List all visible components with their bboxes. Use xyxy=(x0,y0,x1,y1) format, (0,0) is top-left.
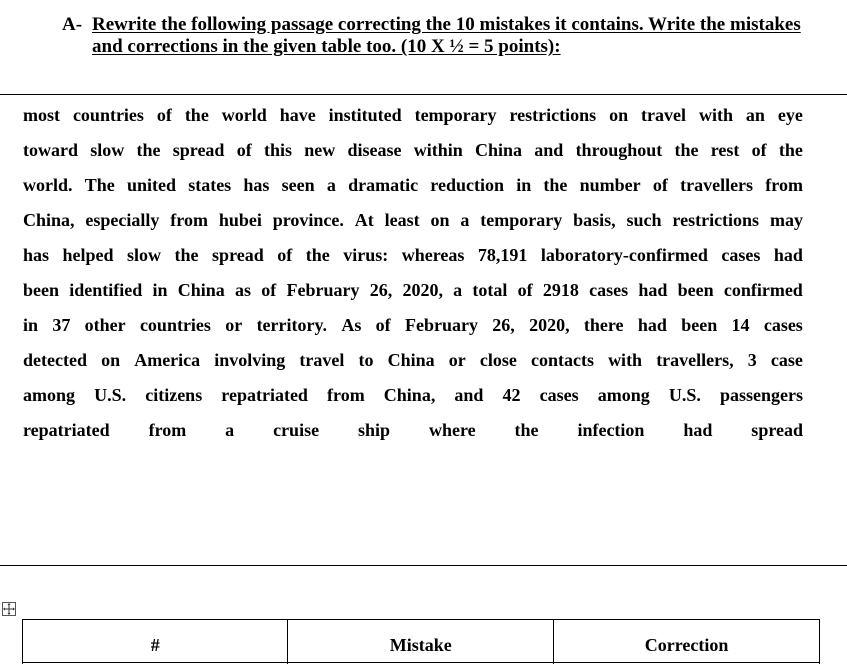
passage-word: been xyxy=(677,280,714,300)
passage-word: to xyxy=(358,350,374,370)
passage-word: had xyxy=(773,245,803,265)
passage-word: whereas xyxy=(401,245,465,265)
passage-word: identified xyxy=(69,280,143,300)
passage-word: united xyxy=(126,175,176,195)
passage-word: may xyxy=(769,210,803,230)
table-header-correction[interactable]: Correction xyxy=(554,620,820,663)
table-header-number[interactable]: # xyxy=(23,620,288,663)
passage-word: virus: xyxy=(343,245,389,265)
passage-line xyxy=(23,133,803,168)
passage-word: eye xyxy=(777,105,803,125)
passage-word: hubei xyxy=(218,210,262,230)
passage-word: 26, xyxy=(369,280,393,300)
passage-word: 78,191 xyxy=(477,245,528,265)
passage-word: this xyxy=(263,140,292,160)
passage-word: been xyxy=(681,315,718,335)
passage-word: especially xyxy=(85,210,160,230)
passage-word: the xyxy=(136,140,161,160)
passage-word: spread xyxy=(172,140,225,160)
passage-word: The xyxy=(84,175,115,195)
passage-line xyxy=(23,98,803,133)
passage-word: slow xyxy=(127,245,162,265)
passage-word: February xyxy=(404,315,478,335)
passage-word: total xyxy=(472,280,508,300)
passage-word: has xyxy=(243,175,270,195)
passage-word: in xyxy=(152,280,168,300)
table-move-handle-icon[interactable] xyxy=(2,602,16,616)
passage-line xyxy=(23,378,803,413)
passage-word: and xyxy=(454,385,484,405)
passage-word: and xyxy=(534,140,564,160)
passage-word: the xyxy=(174,245,199,265)
passage-word: China xyxy=(387,350,435,370)
passage-word: of xyxy=(517,280,533,300)
passage-word: has xyxy=(23,245,50,265)
passage-word: as xyxy=(235,280,252,300)
passage-word: from xyxy=(765,175,803,195)
passage-word: from xyxy=(170,210,208,230)
passage-word: China xyxy=(177,280,225,300)
passage-word: among xyxy=(597,385,650,405)
passage-line xyxy=(23,168,803,203)
passage-word: the xyxy=(778,140,803,160)
passage-word: province. xyxy=(272,210,344,230)
passage-word: slow xyxy=(90,140,125,160)
passage-word: travellers, xyxy=(656,350,734,370)
passage-line xyxy=(23,308,803,343)
passage-word: world xyxy=(221,105,267,125)
passage-word: throughout xyxy=(575,140,663,160)
passage-word: in xyxy=(23,315,39,335)
passage-word: 37 xyxy=(52,315,71,335)
passage-word: most xyxy=(23,105,60,125)
passage-word: with xyxy=(698,105,733,125)
passage-word: the xyxy=(543,175,568,195)
passage-word: of xyxy=(261,280,277,300)
passage-word: reduction xyxy=(430,175,504,195)
passage-line xyxy=(23,343,803,378)
passage-word: 42 xyxy=(502,385,521,405)
passage-word: detected xyxy=(23,350,87,370)
passage-word: the xyxy=(674,140,699,160)
passage-word: contacts xyxy=(530,350,594,370)
passage-word: helped xyxy=(62,245,114,265)
passage-word: countries xyxy=(139,315,211,335)
passage-word: confirmed xyxy=(723,280,803,300)
passage-word: citizens xyxy=(145,385,203,405)
passage-word: travel xyxy=(641,105,687,125)
passage-word: 2020, xyxy=(402,280,443,300)
passage-word: cases xyxy=(763,315,803,335)
passage-word: of xyxy=(236,140,252,160)
passage-line xyxy=(23,273,803,308)
passage-word: on xyxy=(430,210,450,230)
passage-word: have xyxy=(279,105,316,125)
passage-word: number xyxy=(579,175,641,195)
passage-word: from xyxy=(327,385,365,405)
passage-word: U.S. xyxy=(94,385,127,405)
passage-word: China, xyxy=(23,210,75,230)
top-divider xyxy=(0,94,847,95)
mistakes-table xyxy=(22,619,820,664)
passage-word: a xyxy=(460,210,470,230)
passage-word: disease xyxy=(347,140,402,160)
passage-word: laboratory-confirmed xyxy=(540,245,708,265)
passage-word: of xyxy=(652,175,668,195)
passage-word: involving xyxy=(214,350,286,370)
passage-word: least xyxy=(384,210,420,230)
passage-word: an xyxy=(745,105,765,125)
passage-word: 3 xyxy=(747,350,757,370)
passage-word: in xyxy=(516,175,532,195)
passage-word: had xyxy=(638,280,668,300)
passage-word: America xyxy=(134,350,201,370)
exercise-heading xyxy=(62,14,822,58)
passage-word: other xyxy=(84,315,126,335)
passage-word: travel xyxy=(299,350,345,370)
passage-word: countries xyxy=(72,105,144,125)
passage-word: seen xyxy=(281,175,315,195)
passage-word: of xyxy=(751,140,767,160)
passage-text[interactable] xyxy=(23,98,803,448)
passage-word: At xyxy=(354,210,374,230)
passage-word: of xyxy=(156,105,172,125)
passage-word: such xyxy=(626,210,662,230)
passage-word: a xyxy=(326,175,336,195)
passage-word: cases xyxy=(721,245,761,265)
passage-word: repatriated xyxy=(221,385,308,405)
passage-word: within xyxy=(413,140,463,160)
passage-word: toward xyxy=(23,140,78,160)
passage-word: of xyxy=(277,245,293,265)
passage-word: As xyxy=(341,315,362,335)
passage-word: among xyxy=(23,385,76,405)
exercise-instructions: Rewrite the following passage correcting the 10 mistakes it contains. Write the mistakes and corrections in the given table too. (10 X ½ = 5 points): xyxy=(92,14,801,57)
passage-word: 26, xyxy=(492,315,515,335)
passage-word: restrictions xyxy=(672,210,760,230)
passage-word: cases xyxy=(589,280,629,300)
passage-word: 14 xyxy=(731,315,750,335)
passage-word: the xyxy=(305,245,330,265)
passage-word: been xyxy=(23,280,59,300)
passage-word: passengers xyxy=(719,385,803,405)
table-header-mistake[interactable]: Mistake xyxy=(288,620,554,663)
passage-word: basis, xyxy=(573,210,616,230)
passage-word: February xyxy=(286,280,360,300)
passage-word: China xyxy=(475,140,523,160)
passage-word: there xyxy=(583,315,624,335)
passage-word: on xyxy=(101,350,121,370)
passage-word: spread xyxy=(212,245,264,265)
passage-word: new xyxy=(304,140,336,160)
passage-word: the xyxy=(184,105,209,125)
passage-word: U.S. xyxy=(668,385,701,405)
passage-word: on xyxy=(609,105,629,125)
passage-word: of xyxy=(375,315,391,335)
passage-word: instituted xyxy=(328,105,402,125)
passage-word: with xyxy=(608,350,643,370)
passage-word: dramatic xyxy=(348,175,419,195)
passage-word: cases xyxy=(539,385,579,405)
passage-word: travellers xyxy=(680,175,754,195)
passage-word: 2020, xyxy=(529,315,570,335)
passage-word: restrictions xyxy=(509,105,597,125)
passage-word: territory. xyxy=(256,315,328,335)
passage-word: close xyxy=(479,350,517,370)
passage-word: case xyxy=(770,350,803,370)
passage-word: temporary xyxy=(414,105,497,125)
passage-line: repatriated from a cruise ship where the infection had spread xyxy=(23,420,803,440)
bottom-divider xyxy=(0,565,847,566)
passage-word: a xyxy=(453,280,463,300)
passage-word: had xyxy=(637,315,667,335)
passage-word: China, xyxy=(383,385,436,405)
passage-word: or xyxy=(225,315,243,335)
passage-word: world. xyxy=(23,175,73,195)
exercise-label: A- xyxy=(62,14,83,35)
passage-word: or xyxy=(448,350,466,370)
passage-line xyxy=(23,238,803,273)
passage-line xyxy=(23,203,803,238)
passage-word: 2918 xyxy=(542,280,579,300)
passage-word: states xyxy=(188,175,232,195)
passage-word: temporary xyxy=(480,210,563,230)
passage-word: rest xyxy=(710,140,740,160)
